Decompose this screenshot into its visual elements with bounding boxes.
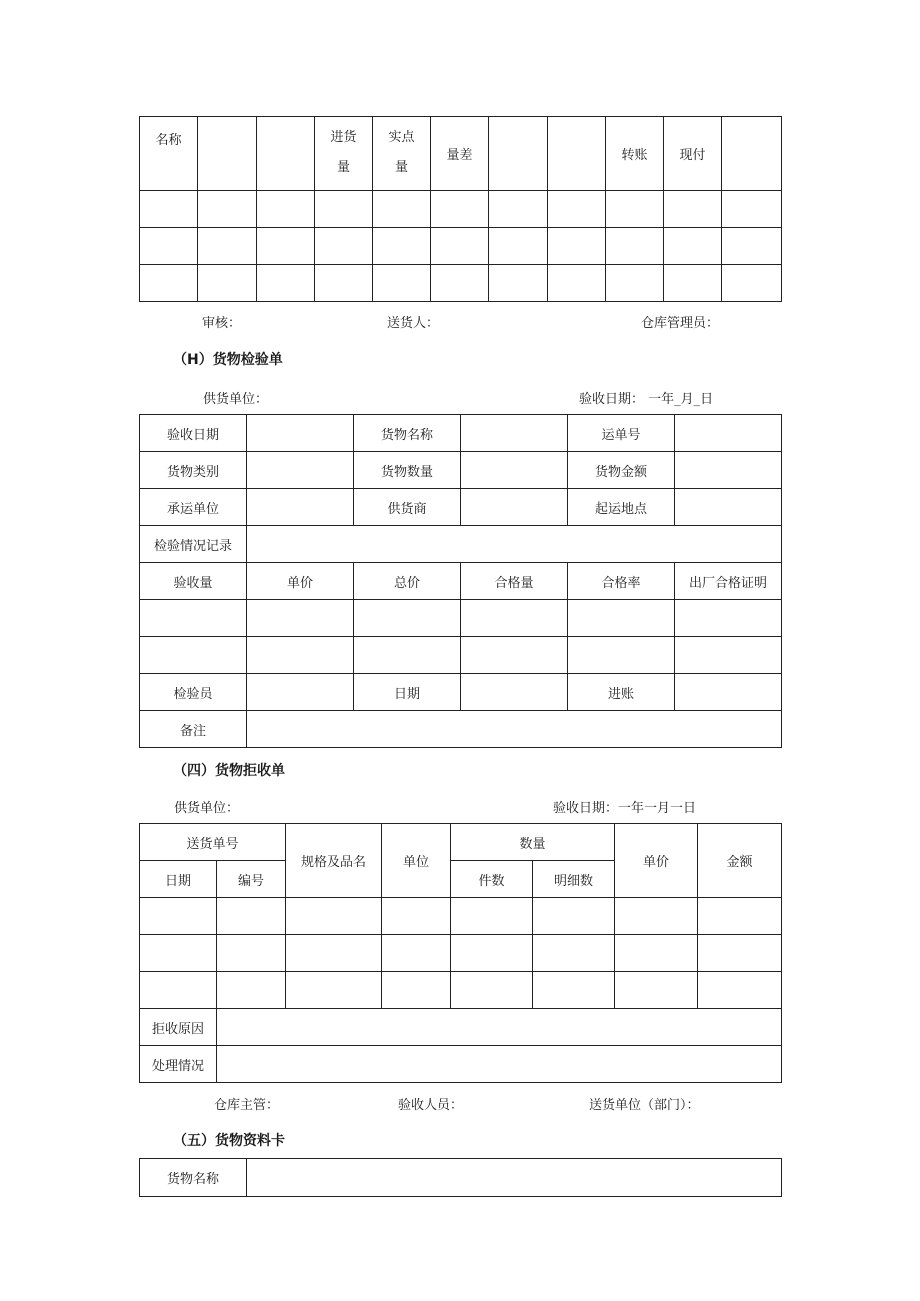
label-goods-category: 货物类别 <box>140 452 247 489</box>
goods-card-title: （五）货物资料卡 <box>173 1133 285 1149</box>
label-note: 备注 <box>140 711 247 748</box>
label-inspection-record: 检验情况记录 <box>140 526 247 563</box>
col-unit-price: 单价 <box>247 563 354 600</box>
col-unit-price: 单价 <box>615 824 698 898</box>
col-amount: 金额 <box>698 824 782 898</box>
col-qualified-qty: 合格量 <box>461 563 568 600</box>
table-row <box>140 1009 782 1046</box>
header-incoming-qty <box>315 117 373 191</box>
table-row <box>140 563 782 600</box>
supervisor-label: 仓库主管： <box>214 1098 280 1113</box>
col-quantity: 数量 <box>451 824 615 861</box>
label-date: 日期 <box>354 674 461 711</box>
table-row <box>140 526 782 563</box>
col-received-qty: 验收量 <box>140 563 247 600</box>
reviewer-label: 审核： <box>202 316 242 331</box>
header-qty-diff: 量差 <box>431 117 489 191</box>
label-goods-name: 货物名称 <box>140 1159 247 1197</box>
header-blank <box>198 117 257 191</box>
col-number: 编号 <box>217 861 286 898</box>
table-row <box>140 265 782 302</box>
inspection-form-title: （H）货物检验单 <box>173 352 283 368</box>
table-row <box>140 191 782 228</box>
header-transfer: 转账 <box>606 117 664 191</box>
col-total-price: 总价 <box>354 563 461 600</box>
goods-summary-table <box>139 116 782 302</box>
table-row <box>140 228 782 265</box>
label-goods-name: 货物名称 <box>354 415 461 452</box>
inspection-table <box>139 414 782 748</box>
col-pieces: 件数 <box>451 861 533 898</box>
table-row <box>140 674 782 711</box>
table-row <box>140 489 782 526</box>
col-spec-name: 规格及品名 <box>286 824 382 898</box>
supplier-label: 供货单位： <box>174 801 240 816</box>
table-row <box>140 898 782 935</box>
label-goods-quantity: 货物数量 <box>354 452 461 489</box>
table-row <box>140 1046 782 1083</box>
check-date-label: 验收日期： 一年_月_日 <box>579 392 714 407</box>
col-pass-rate: 合格率 <box>568 563 675 600</box>
header-incoming-qty-text: 进货 量 <box>330 130 357 175</box>
table-row <box>140 637 782 674</box>
table-row <box>140 1159 782 1197</box>
header-cash: 现付 <box>664 117 722 191</box>
check-date-label: 验收日期：一年一月一日 <box>553 801 697 816</box>
label-waybill-no: 运单号 <box>568 415 675 452</box>
label-supplier: 供货商 <box>354 489 461 526</box>
table-row <box>140 824 782 861</box>
header-blank <box>722 117 782 191</box>
label-reject-reason: 拒收原因 <box>140 1009 217 1046</box>
label-posting: 进账 <box>568 674 675 711</box>
col-detail-count: 明细数 <box>533 861 615 898</box>
deliverer-label: 送货人： <box>387 316 440 331</box>
goods-card-table <box>139 1158 782 1197</box>
table-row <box>140 711 782 748</box>
label-carrier: 承运单位 <box>140 489 247 526</box>
table-row <box>140 452 782 489</box>
supplier-label: 供货单位： <box>203 392 269 407</box>
deliver-unit-label: 送货单位（部门）： <box>589 1098 700 1113</box>
warehouse-keeper-label: 仓库管理员： <box>641 316 720 331</box>
table-row <box>140 935 782 972</box>
header-blank <box>257 117 315 191</box>
label-inspector: 检验员 <box>140 674 247 711</box>
header-counted-qty-text: 实点 量 <box>388 130 415 175</box>
label-goods-amount: 货物金额 <box>568 452 675 489</box>
col-factory-cert: 出厂合格证明 <box>675 563 782 600</box>
table-row <box>140 972 782 1009</box>
label-handling: 处理情况 <box>140 1046 217 1083</box>
table-row <box>140 415 782 452</box>
col-date: 日期 <box>140 861 217 898</box>
receiver-label: 验收人员： <box>398 1098 464 1113</box>
header-name: 名称 <box>140 117 198 191</box>
header-blank <box>548 117 606 191</box>
col-unit: 单位 <box>382 824 451 898</box>
label-origin: 起运地点 <box>568 489 675 526</box>
table-row <box>140 600 782 637</box>
header-counted-qty <box>373 117 431 191</box>
rejection-table <box>139 823 782 1083</box>
label-check-date: 验收日期 <box>140 415 247 452</box>
col-delivery-no: 送货单号 <box>140 824 286 861</box>
rejection-form-title: （四）货物拒收单 <box>173 763 285 779</box>
header-blank <box>489 117 548 191</box>
